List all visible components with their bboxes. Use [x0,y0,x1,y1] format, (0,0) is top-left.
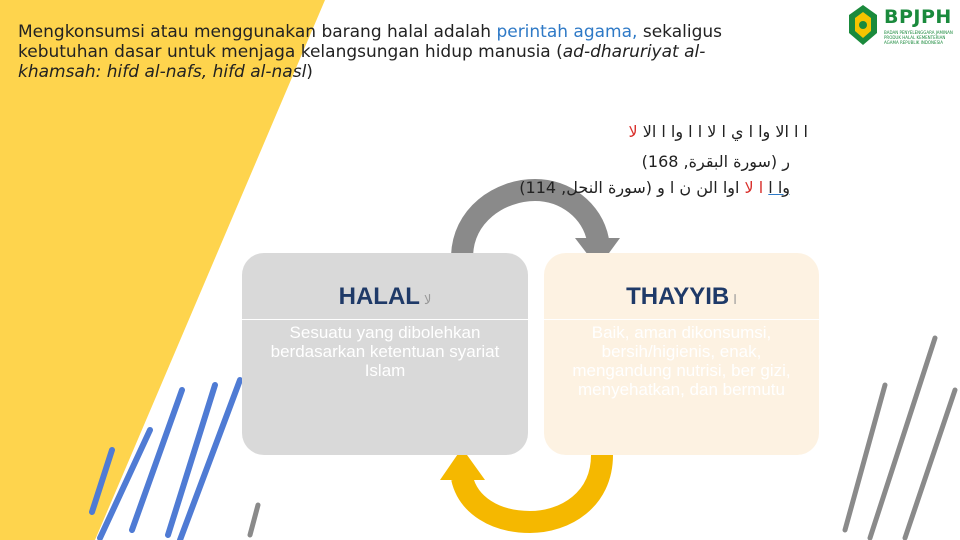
verse-line-3-text: اوا الن ن ا و [657,178,740,197]
verse-line-1-text: ا ا الا وا ا ي ا لا ا ا وا ا الا [642,122,808,141]
bpjph-logo [846,2,958,48]
intro-text-3: ) [306,62,313,82]
intro-text-2: sekaligus kebutuhan dasar untuk menjaga kelangsungan hidup manusia ( [18,22,723,62]
verse-line-3 [519,178,790,197]
thayyib-card-divider [544,319,819,320]
cycle-arrow-yellow [462,455,602,522]
verse-line-1 [629,122,809,141]
verse-line-2 [642,152,790,171]
verse-line-2-underlined: ر [782,152,790,171]
verse-line-1-highlight: لا [628,122,638,141]
thayyib-card-title [544,283,819,311]
thayyib-title-arabic: ا [733,292,737,307]
verse-line-3-highlight: ا لا [744,178,764,197]
logo-text: BPJPH [884,6,952,28]
verse-ref-baqarah: (سورة البقرة, 168) [641,152,778,171]
halal-card-body: Sesuatu yang dibolehkan berdasarkan ketentuan syariat Islam [270,323,500,380]
verse-ref-nahl: (سورة النحل, 114) [519,178,652,197]
logo-tagline: BADAN PENYELENGGARA JAMINAN PRODUK HALAL KEMENTERIAN AGAMA REPUBLIK INDONESIA [884,30,953,45]
thayyib-card [544,253,819,455]
cycle-arrow-grey [462,190,598,258]
intro-text-1: Mengkonsumsi atau menggunakan barang halal adalah [18,22,497,42]
halal-title-text: HALAL [338,283,420,310]
halal-card-title [242,283,528,311]
halal-card [242,253,528,455]
halal-emblem-icon [846,3,880,47]
thayyib-card-body: Baik, aman dikonsumsi, bersih/higienis, enak, mengandung nutrisi, ber gizi, menyehatkan, dan bermutu [572,323,791,399]
halal-card-divider [242,319,528,320]
intro-italic: ad-dharuriyat al-khamsah: hifd al-nafs, hifd al-nasl [18,42,706,82]
verse-line-3-underlined: وا ا [768,178,790,197]
halal-title-arabic: لا [423,292,432,307]
intro-paragraph [18,22,763,82]
thayyib-title-text: THAYYIB [626,283,730,310]
intro-highlight: perintah agama, [496,22,638,42]
